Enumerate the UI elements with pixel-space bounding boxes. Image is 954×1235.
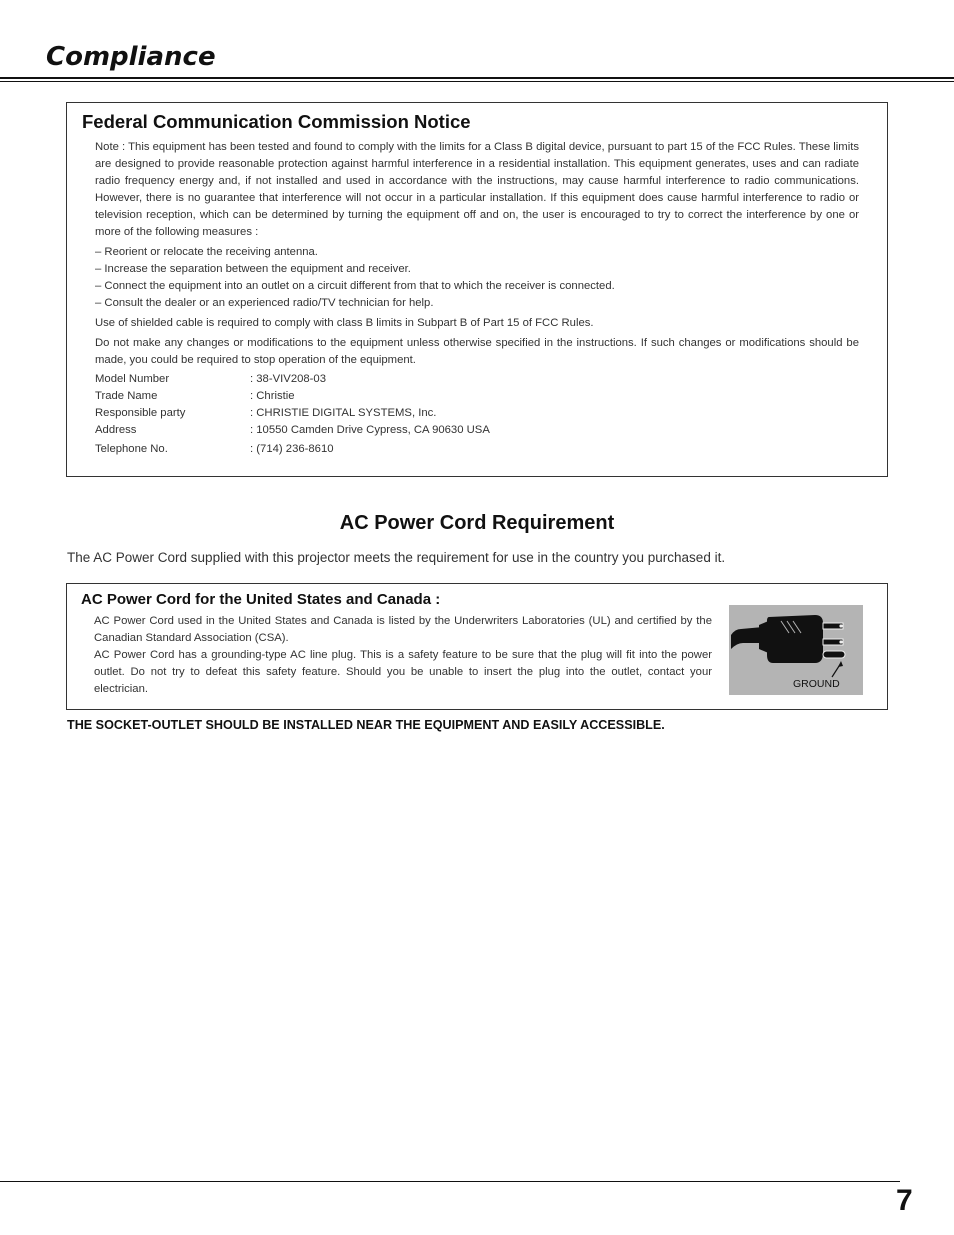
header-rule	[0, 77, 954, 79]
spec-value: : (714) 236-8610	[250, 443, 334, 455]
list-item: – Connect the equipment into an outlet on a circuit different from that to which the receiver is connected.	[95, 280, 615, 292]
fcc-measures-list	[95, 244, 859, 312]
page-number: 7	[896, 1184, 913, 1217]
spec-label: Address	[95, 424, 137, 436]
list-item: – Reorient or relocate the receiving antenna.	[95, 246, 318, 258]
list-item: – Consult the dealer or an experienced radio/TV technician for help.	[95, 297, 434, 309]
spec-value: : 10550 Camden Drive Cypress, CA 90630 USA	[250, 424, 490, 436]
fcc-notice-box	[66, 102, 888, 477]
footer-rule	[0, 1181, 900, 1182]
page-title: Compliance	[46, 42, 216, 72]
spec-value: : CHRISTIE DIGITAL SYSTEMS, Inc.	[250, 407, 437, 419]
header-rule-thin	[0, 81, 954, 82]
us-para-ul: AC Power Cord used in the United States and Canada is listed by the Underwriters Laboratories (UL) and certified by the Canadian Standard Association (CSA).	[94, 615, 712, 644]
spec-label: Responsible party	[95, 407, 186, 419]
fcc-shielded-cable: Use of shielded cable is required to comply with class B limits in Subpart B of Part 15 of FCC Rules.	[95, 317, 594, 329]
us-para-grounding: AC Power Cord has a grounding-type AC line plug. This is a safety feature to be sure that the plug will fit into the power outlet. Do not try to defeat this safety feature. Should you be unable to insert the plug into the outlet, contact your electrician.	[94, 649, 712, 695]
list-item: – Increase the separation between the equipment and receiver.	[95, 263, 411, 275]
fcc-body	[95, 139, 859, 369]
fcc-heading: Federal Communication Commission Notice	[82, 111, 471, 132]
us-canada-heading: AC Power Cord for the United States and Canada :	[81, 591, 441, 608]
fcc-note: Note : This equipment has been tested and found to comply with the limits for a Class B digital device, pursuant to part 15 of the FCC Rules. These limits are designed to provide reasonable protection against harmful interference in a residential installation. This equipment generates, uses and can radiate radio frequency energy and, if not installed and used in accordance with the instructions, may cause harmful interference to radio communications. However, there is no guarantee that interference will not occur in a particular installation. If this equipment does cause harmful interference to radio or television reception, which can be determined by turning the equipment off and on, the user is encouraged to try to correct the interference by one or more of the following measures :	[95, 141, 859, 238]
fcc-changes-warning: Do not make any changes or modifications to the equipment unless otherwise specified in the instructions. If such changes or modifications should be made, you could be required to stop operation of the equipment.	[95, 337, 859, 366]
ground-label: GROUND	[793, 678, 840, 690]
spec-label: Model Number	[95, 373, 170, 385]
spec-value: : Christie	[250, 390, 295, 402]
us-canada-body	[94, 613, 712, 698]
ac-intro-text: The AC Power Cord supplied with this projector meets the requirement for use in the country you purchased it.	[67, 550, 726, 565]
spec-label: Trade Name	[95, 390, 158, 402]
us-canada-box	[66, 583, 888, 710]
spec-label: Telephone No.	[95, 443, 168, 455]
socket-outlet-note: THE SOCKET-OUTLET SHOULD BE INSTALLED NEAR THE EQUIPMENT AND EASILY ACCESSIBLE.	[67, 718, 665, 732]
spec-value: : 38-VIV208-03	[250, 373, 326, 385]
ac-section-title: AC Power Cord Requirement	[339, 512, 615, 534]
grounding-plug-illustration	[729, 605, 863, 695]
